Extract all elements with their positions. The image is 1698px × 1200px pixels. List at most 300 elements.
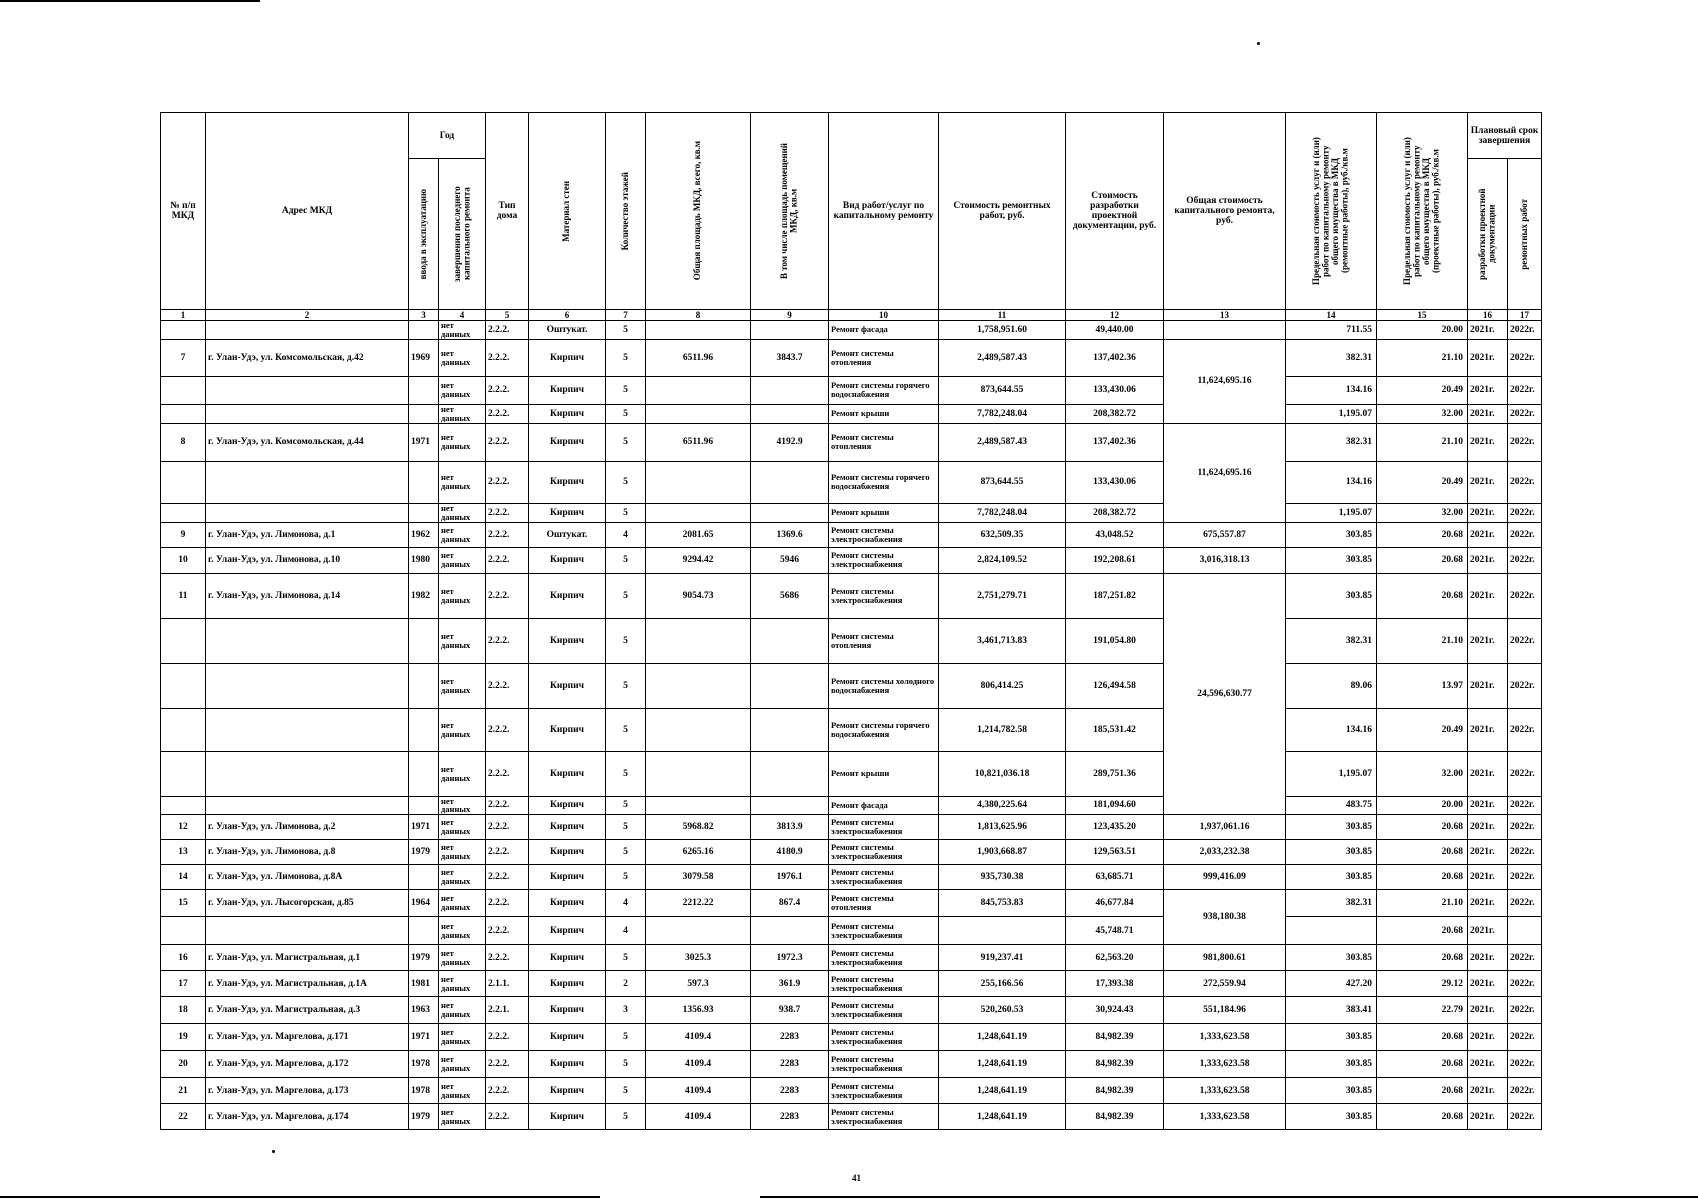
cell-house-type: 2.1.1.	[486, 971, 529, 997]
cell-plan-repair: 2022г.	[1508, 1024, 1542, 1051]
cell-plan-design: 2021г.	[1468, 573, 1508, 618]
cell-total-area: 597.3	[646, 971, 751, 997]
cell-total-cost	[1164, 321, 1286, 340]
cell-work-type: Ремонт системы электроснабжения	[829, 547, 939, 573]
cell-floors: 5	[606, 663, 646, 708]
cell-plan-design: 2021г.	[1468, 618, 1508, 663]
cell-design-cost: 185,531.42	[1066, 708, 1164, 751]
table-row	[161, 751, 1542, 796]
cell-address: г. Улан-Удэ, ул. Лимонова, д.8	[206, 840, 409, 865]
cell-design-cost: 45,748.71	[1066, 917, 1164, 945]
cell-repair-cost: 935,730.38	[939, 865, 1066, 890]
cell-total-area: 6511.96	[646, 339, 751, 376]
cell-house-type: 2.2.2.	[486, 796, 529, 815]
cell-year-entry: 1971	[409, 815, 439, 840]
cell-address	[206, 917, 409, 945]
cell-work-type: Ремонт системы отопления	[829, 339, 939, 376]
cell-house-type: 2.2.2.	[486, 573, 529, 618]
cell-total-area	[646, 376, 751, 404]
cell-address: г. Улан-Удэ, ул. Лимонова, д.2	[206, 815, 409, 840]
table-row	[161, 339, 1542, 376]
cell-total-area	[646, 708, 751, 751]
cell-premises-area	[751, 708, 829, 751]
cell-wall-material: Оштукат.	[529, 321, 606, 340]
cell-floors: 5	[606, 945, 646, 971]
cell-floors: 5	[606, 751, 646, 796]
column-number-cell: 12	[1066, 310, 1164, 321]
cell-address: г. Улан-Удэ, ул. Маргелова, д.174	[206, 1104, 409, 1130]
column-number-cell: 5	[486, 310, 529, 321]
cell-total-area: 3079.58	[646, 865, 751, 890]
cell-house-type: 2.2.1.	[486, 997, 529, 1024]
header-house-type: Тип дома	[486, 113, 529, 310]
column-number-cell: 17	[1508, 310, 1542, 321]
cell-limit-design: 13.97	[1377, 663, 1468, 708]
table-row	[161, 1051, 1542, 1078]
cell-year-last-repair: нет данных	[439, 404, 486, 423]
cell-design-cost: 63,685.71	[1066, 865, 1164, 890]
cell-year-last-repair: нет данных	[439, 321, 486, 340]
header-total-area: Общая площадь МКД, всего, кв.м	[646, 113, 751, 310]
cell-num: 22	[161, 1104, 206, 1130]
scan-border-bottom-right	[760, 1196, 1698, 1198]
cell-work-type: Ремонт системы электроснабжения	[829, 1024, 939, 1051]
cell-premises-area	[751, 503, 829, 522]
cell-total-area: 5968.82	[646, 815, 751, 840]
cell-floors: 4	[606, 917, 646, 945]
cell-limit-design: 21.10	[1377, 890, 1468, 917]
cell-limit-repair: 382.31	[1286, 339, 1377, 376]
header-plan-design: разработки проектной документации	[1468, 159, 1508, 310]
cell-wall-material: Кирпич	[529, 423, 606, 461]
cell-limit-repair: 1,195.07	[1286, 503, 1377, 522]
column-number-cell: 9	[751, 310, 829, 321]
cell-premises-area	[751, 376, 829, 404]
cell-design-cost: 43,048.52	[1066, 522, 1164, 547]
cell-floors: 5	[606, 708, 646, 751]
cell-limit-design: 29.12	[1377, 971, 1468, 997]
cell-premises-area: 2283	[751, 1024, 829, 1051]
cell-house-type: 2.2.2.	[486, 461, 529, 503]
cell-total-cost: 981,800.61	[1164, 945, 1286, 971]
header-wall-material: Материал стен	[529, 113, 606, 310]
cell-limit-design: 20.68	[1377, 573, 1468, 618]
cell-num: 18	[161, 997, 206, 1024]
cell-year-last-repair: нет данных	[439, 339, 486, 376]
cell-wall-material: Кирпич	[529, 751, 606, 796]
cell-plan-design: 2021г.	[1468, 522, 1508, 547]
cell-floors: 5	[606, 840, 646, 865]
cell-year-last-repair: нет данных	[439, 751, 486, 796]
cell-year-last-repair: нет данных	[439, 815, 486, 840]
cell-house-type: 2.2.2.	[486, 1078, 529, 1104]
cell-design-cost: 30,924.43	[1066, 997, 1164, 1024]
cell-total-area: 3025.3	[646, 945, 751, 971]
cell-year-last-repair: нет данных	[439, 1051, 486, 1078]
cell-house-type: 2.2.2.	[486, 321, 529, 340]
cell-plan-design: 2021г.	[1468, 663, 1508, 708]
cell-wall-material: Кирпич	[529, 404, 606, 423]
cell-design-cost: 17,393.38	[1066, 971, 1164, 997]
cell-year-entry	[409, 663, 439, 708]
table-row	[161, 522, 1542, 547]
cell-num: 21	[161, 1078, 206, 1104]
cell-repair-cost: 1,248,641.19	[939, 1051, 1066, 1078]
cell-total-area	[646, 796, 751, 815]
cell-wall-material: Кирпич	[529, 663, 606, 708]
table-row	[161, 423, 1542, 461]
cell-year-entry: 1978	[409, 1051, 439, 1078]
cell-year-entry	[409, 708, 439, 751]
cell-floors: 5	[606, 321, 646, 340]
cell-total-area	[646, 461, 751, 503]
cell-wall-material: Кирпич	[529, 840, 606, 865]
cell-premises-area: 2283	[751, 1104, 829, 1130]
cell-wall-material: Кирпич	[529, 573, 606, 618]
cell-house-type: 2.2.2.	[486, 503, 529, 522]
cell-premises-area: 1972.3	[751, 945, 829, 971]
cell-year-entry: 1971	[409, 1024, 439, 1051]
cell-limit-repair: 1,195.07	[1286, 404, 1377, 423]
cell-address	[206, 708, 409, 751]
cell-wall-material: Кирпич	[529, 971, 606, 997]
cell-total-area	[646, 321, 751, 340]
cell-limit-repair: 383.41	[1286, 997, 1377, 1024]
cell-design-cost: 46,677.84	[1066, 890, 1164, 917]
cell-limit-repair: 427.20	[1286, 971, 1377, 997]
table-row	[161, 503, 1542, 522]
cell-repair-cost: 2,824,109.52	[939, 547, 1066, 573]
cell-year-entry	[409, 321, 439, 340]
cell-year-last-repair: нет данных	[439, 1104, 486, 1130]
cell-work-type: Ремонт системы отопления	[829, 890, 939, 917]
cell-total-area	[646, 917, 751, 945]
cell-limit-design: 20.49	[1377, 376, 1468, 404]
cell-repair-cost: 1,248,641.19	[939, 1104, 1066, 1130]
cell-plan-repair: 2022г.	[1508, 618, 1542, 663]
cell-num: 15	[161, 890, 206, 917]
column-number-cell: 11	[939, 310, 1066, 321]
cell-plan-repair: 2022г.	[1508, 461, 1542, 503]
cell-address: г. Улан-Удэ, ул. Магистральная, д.3	[206, 997, 409, 1024]
cell-floors: 5	[606, 423, 646, 461]
cell-limit-design: 20.68	[1377, 547, 1468, 573]
table-row	[161, 1078, 1542, 1104]
column-number-cell: 13	[1164, 310, 1286, 321]
cell-house-type: 2.2.2.	[486, 890, 529, 917]
cell-work-type: Ремонт системы горячего водоснабжения	[829, 461, 939, 503]
header-repair-cost: Стоимость ремонтных работ, руб.	[939, 113, 1066, 310]
cell-wall-material: Кирпич	[529, 1051, 606, 1078]
cell-limit-design: 21.10	[1377, 339, 1468, 376]
cell-year-last-repair: нет данных	[439, 503, 486, 522]
cell-floors: 5	[606, 339, 646, 376]
cell-num	[161, 321, 206, 340]
cell-work-type: Ремонт системы холодного водоснабжения	[829, 663, 939, 708]
cell-repair-cost: 1,214,782.58	[939, 708, 1066, 751]
cell-repair-cost: 2,751,279.71	[939, 573, 1066, 618]
cell-wall-material: Кирпич	[529, 339, 606, 376]
cell-wall-material: Кирпич	[529, 865, 606, 890]
cell-total-cost: 272,559.94	[1164, 971, 1286, 997]
cell-repair-cost: 845,753.83	[939, 890, 1066, 917]
cell-total-area: 4109.4	[646, 1078, 751, 1104]
cell-limit-repair: 303.85	[1286, 547, 1377, 573]
cell-house-type: 2.2.2.	[486, 376, 529, 404]
cell-plan-repair: 2022г.	[1508, 663, 1542, 708]
cell-year-last-repair: нет данных	[439, 708, 486, 751]
cell-premises-area: 3843.7	[751, 339, 829, 376]
cell-premises-area	[751, 663, 829, 708]
page-number: 41	[852, 1173, 861, 1183]
cell-work-type: Ремонт системы электроснабжения	[829, 971, 939, 997]
cell-total-area	[646, 618, 751, 663]
cell-limit-repair: 303.85	[1286, 1078, 1377, 1104]
cell-plan-design: 2021г.	[1468, 1104, 1508, 1130]
cell-design-cost: 126,494.58	[1066, 663, 1164, 708]
cell-limit-design: 21.10	[1377, 423, 1468, 461]
cell-limit-design: 20.68	[1377, 522, 1468, 547]
cell-address: г. Улан-Удэ, ул. Лимонова, д.1	[206, 522, 409, 547]
cell-premises-area: 2283	[751, 1078, 829, 1104]
cell-year-entry	[409, 865, 439, 890]
header-year-last-repair: завершения последнего капитального ремонта	[439, 159, 486, 310]
cell-plan-repair: 2022г.	[1508, 840, 1542, 865]
cell-year-last-repair: нет данных	[439, 547, 486, 573]
cell-work-type: Ремонт системы электроснабжения	[829, 865, 939, 890]
cell-total-area: 4109.4	[646, 1051, 751, 1078]
cell-design-cost: 84,982.39	[1066, 1104, 1164, 1130]
cell-wall-material: Кирпич	[529, 890, 606, 917]
cell-limit-repair: 303.85	[1286, 1024, 1377, 1051]
cell-plan-repair: 2022г.	[1508, 404, 1542, 423]
header-work-type: Вид работ/услуг по капитальному ремонту	[829, 113, 939, 310]
cell-plan-repair: 2022г.	[1508, 815, 1542, 840]
cell-address: г. Улан-Удэ, ул. Лимонова, д.10	[206, 547, 409, 573]
table-row	[161, 796, 1542, 815]
cell-plan-repair: 2022г.	[1508, 522, 1542, 547]
cell-year-entry: 1981	[409, 971, 439, 997]
cell-premises-area: 2283	[751, 1051, 829, 1078]
cell-plan-design: 2021г.	[1468, 751, 1508, 796]
cell-limit-design: 20.68	[1377, 1104, 1468, 1130]
cell-floors: 5	[606, 503, 646, 522]
header-year-entry: ввода в эксплуатацию	[409, 159, 439, 310]
cell-plan-repair: 2022г.	[1508, 751, 1542, 796]
cell-address: г. Улан-Удэ, ул. Магистральная, д.1	[206, 945, 409, 971]
cell-work-type: Ремонт системы отопления	[829, 423, 939, 461]
cell-work-type: Ремонт системы горячего водоснабжения	[829, 376, 939, 404]
cell-year-entry: 1982	[409, 573, 439, 618]
cell-num: 12	[161, 815, 206, 840]
cell-house-type: 2.2.2.	[486, 751, 529, 796]
cell-repair-cost: 7,782,248.04	[939, 404, 1066, 423]
cell-limit-design: 20.68	[1377, 945, 1468, 971]
cell-floors: 4	[606, 890, 646, 917]
cell-year-last-repair: нет данных	[439, 840, 486, 865]
cell-year-entry: 1979	[409, 945, 439, 971]
cell-limit-design: 20.68	[1377, 917, 1468, 945]
cell-premises-area: 3813.9	[751, 815, 829, 840]
cell-design-cost: 192,208.61	[1066, 547, 1164, 573]
cell-total-area	[646, 751, 751, 796]
cell-num	[161, 461, 206, 503]
cell-premises-area	[751, 796, 829, 815]
table-row	[161, 321, 1542, 340]
table-row	[161, 663, 1542, 708]
cell-premises-area	[751, 404, 829, 423]
cell-plan-design: 2021г.	[1468, 503, 1508, 522]
cell-total-area	[646, 663, 751, 708]
cell-floors: 5	[606, 865, 646, 890]
cell-address	[206, 321, 409, 340]
column-number-cell: 8	[646, 310, 751, 321]
cell-num	[161, 663, 206, 708]
cell-plan-repair: 2022г.	[1508, 339, 1542, 376]
table-row	[161, 945, 1542, 971]
cell-plan-repair: 2022г.	[1508, 423, 1542, 461]
cell-wall-material: Кирпич	[529, 618, 606, 663]
cell-total-area: 9054.73	[646, 573, 751, 618]
cell-num: 14	[161, 865, 206, 890]
cell-address: г. Улан-Удэ, ул. Маргелова, д.173	[206, 1078, 409, 1104]
cell-limit-design: 20.00	[1377, 321, 1468, 340]
cell-repair-cost: 3,461,713.83	[939, 618, 1066, 663]
cell-work-type: Ремонт крыши	[829, 404, 939, 423]
cell-repair-cost: 1,813,625.96	[939, 815, 1066, 840]
cell-limit-repair: 711.55	[1286, 321, 1377, 340]
cell-address: г. Улан-Удэ, ул. Комсомольская, д.42	[206, 339, 409, 376]
column-number-row	[161, 310, 1542, 321]
cell-num	[161, 404, 206, 423]
cell-repair-cost: 1,903,668.87	[939, 840, 1066, 865]
cell-wall-material: Кирпич	[529, 997, 606, 1024]
cell-design-cost: 187,251.82	[1066, 573, 1164, 618]
cell-year-last-repair: нет данных	[439, 522, 486, 547]
table-row	[161, 1024, 1542, 1051]
cell-total-area: 6265.16	[646, 840, 751, 865]
cell-plan-design: 2021г.	[1468, 339, 1508, 376]
cell-premises-area: 1976.1	[751, 865, 829, 890]
column-number-cell: 4	[439, 310, 486, 321]
cell-design-cost: 133,430.06	[1066, 461, 1164, 503]
cell-floors: 4	[606, 522, 646, 547]
cell-num: 8	[161, 423, 206, 461]
cell-total-area	[646, 503, 751, 522]
cell-total-cost: 11,624,695.16	[1164, 339, 1286, 423]
table-row	[161, 708, 1542, 751]
cell-floors: 5	[606, 618, 646, 663]
cell-design-cost: 208,382.72	[1066, 404, 1164, 423]
cell-plan-repair: 2022г.	[1508, 376, 1542, 404]
cell-wall-material: Кирпич	[529, 461, 606, 503]
cell-year-entry: 1971	[409, 423, 439, 461]
cell-plan-design: 2021г.	[1468, 708, 1508, 751]
cell-floors: 5	[606, 1078, 646, 1104]
cell-year-entry: 1980	[409, 547, 439, 573]
cell-limit-repair: 303.85	[1286, 840, 1377, 865]
cell-work-type: Ремонт крыши	[829, 503, 939, 522]
cell-limit-repair: 134.16	[1286, 376, 1377, 404]
cell-work-type: Ремонт системы электроснабжения	[829, 840, 939, 865]
cell-plan-repair: 2022г.	[1508, 1078, 1542, 1104]
cell-floors: 5	[606, 796, 646, 815]
cell-work-type: Ремонт системы электроснабжения	[829, 1051, 939, 1078]
cell-repair-cost: 1,758,951.60	[939, 321, 1066, 340]
header-plan-group: Плановый срок завершения	[1468, 113, 1542, 159]
cell-floors: 5	[606, 547, 646, 573]
cell-work-type: Ремонт системы горячего водоснабжения	[829, 708, 939, 751]
cell-num	[161, 708, 206, 751]
cell-premises-area	[751, 618, 829, 663]
cell-plan-repair: 2022г.	[1508, 321, 1542, 340]
cell-plan-design: 2021г.	[1468, 1078, 1508, 1104]
cell-design-cost: 84,982.39	[1066, 1078, 1164, 1104]
cell-total-area: 4109.4	[646, 1024, 751, 1051]
cell-design-cost: 62,563.20	[1066, 945, 1164, 971]
table-row	[161, 547, 1542, 573]
cell-total-cost: 1,333,623.58	[1164, 1078, 1286, 1104]
cell-limit-design: 20.68	[1377, 1078, 1468, 1104]
cell-plan-design: 2021г.	[1468, 423, 1508, 461]
table-row	[161, 890, 1542, 917]
cell-plan-repair: 2022г.	[1508, 547, 1542, 573]
header-total-cost: Общая стоимость капитального ремонта, руб.	[1164, 113, 1286, 310]
cell-total-area: 4109.4	[646, 1104, 751, 1130]
cell-plan-design: 2021г.	[1468, 376, 1508, 404]
cell-year-entry	[409, 404, 439, 423]
cell-limit-repair: 89.06	[1286, 663, 1377, 708]
cell-wall-material: Кирпич	[529, 815, 606, 840]
cell-year-entry	[409, 796, 439, 815]
cell-total-area	[646, 404, 751, 423]
cell-house-type: 2.2.2.	[486, 865, 529, 890]
cell-work-type: Ремонт системы электроснабжения	[829, 573, 939, 618]
repair-program-table	[160, 112, 1542, 1130]
cell-year-last-repair: нет данных	[439, 865, 486, 890]
cell-num	[161, 376, 206, 404]
cell-plan-repair: 2022г.	[1508, 997, 1542, 1024]
cell-total-area: 2212.22	[646, 890, 751, 917]
cell-house-type: 2.2.2.	[486, 1051, 529, 1078]
cell-limit-repair: 303.85	[1286, 1104, 1377, 1130]
cell-repair-cost: 873,644.55	[939, 376, 1066, 404]
cell-total-cost: 999,416.09	[1164, 865, 1286, 890]
cell-floors: 5	[606, 573, 646, 618]
cell-limit-design: 20.68	[1377, 1051, 1468, 1078]
table-row	[161, 376, 1542, 404]
cell-plan-repair: 2022г.	[1508, 708, 1542, 751]
column-number-cell: 3	[409, 310, 439, 321]
cell-plan-design: 2021г.	[1468, 404, 1508, 423]
column-number-cell: 1	[161, 310, 206, 321]
scan-border-bottom-left	[0, 1196, 600, 1198]
cell-repair-cost: 255,166.56	[939, 971, 1066, 997]
cell-limit-repair: 1,195.07	[1286, 751, 1377, 796]
cell-address	[206, 461, 409, 503]
table-row	[161, 404, 1542, 423]
cell-limit-design: 20.68	[1377, 840, 1468, 865]
cell-plan-design: 2021г.	[1468, 1051, 1508, 1078]
header-limit-repair: Предельная стоимость услуг и (или) работ по капитальному ремонту общего имущества в МКД (ремонтные работы), руб./кв.м	[1286, 113, 1377, 310]
cell-premises-area: 5686	[751, 573, 829, 618]
header-design-cost: Стоимость разработки проектной документации, руб.	[1066, 113, 1164, 310]
cell-num: 16	[161, 945, 206, 971]
column-number-cell: 6	[529, 310, 606, 321]
cell-year-entry	[409, 503, 439, 522]
cell-address	[206, 663, 409, 708]
cell-address: г. Улан-Удэ, ул. Магистральная, д.1А	[206, 971, 409, 997]
